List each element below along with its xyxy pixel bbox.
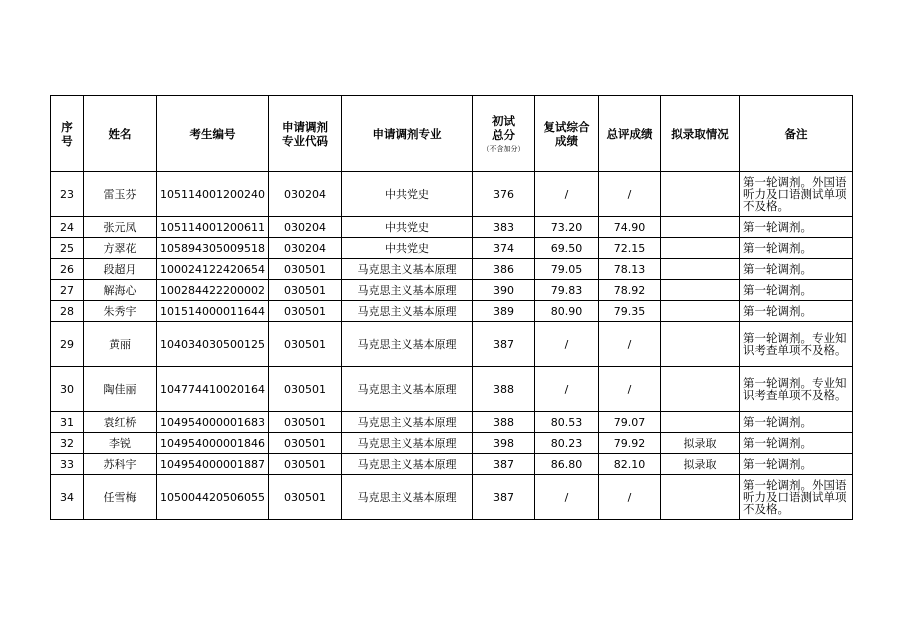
cell-major: 马克思主义基本原理 <box>342 367 473 412</box>
cell-total: / <box>599 475 661 520</box>
cell-exam-no: 105004420506055 <box>157 475 269 520</box>
cell-name: 陶佳丽 <box>84 367 157 412</box>
cell-prelim: 390 <box>473 280 535 301</box>
cell-major: 马克思主义基本原理 <box>342 301 473 322</box>
table-row <box>51 367 853 412</box>
table-row <box>51 301 853 322</box>
cell-admit <box>661 412 740 433</box>
cell-seq: 29 <box>51 322 84 367</box>
header-total: 总评成绩 <box>599 96 661 172</box>
cell-name: 李锐 <box>84 433 157 454</box>
cell-total: / <box>599 322 661 367</box>
cell-seq: 34 <box>51 475 84 520</box>
cell-seq: 24 <box>51 217 84 238</box>
cell-prelim: 376 <box>473 172 535 217</box>
cell-name: 袁红桥 <box>84 412 157 433</box>
cell-exam-no: 101514000011644 <box>157 301 269 322</box>
cell-major-code: 030204 <box>269 238 342 259</box>
admission-table <box>50 95 853 520</box>
cell-remark: 第一轮调剂。 <box>740 301 853 322</box>
cell-remark: 第一轮调剂。外国语听力及口语测试单项不及格。 <box>740 172 853 217</box>
table-row <box>51 322 853 367</box>
cell-admit <box>661 280 740 301</box>
cell-exam-no: 100024122420654 <box>157 259 269 280</box>
header-retest: 复试综合成绩 <box>535 96 599 172</box>
cell-retest: / <box>535 322 599 367</box>
cell-retest: 80.90 <box>535 301 599 322</box>
cell-exam-no: 105894305009518 <box>157 238 269 259</box>
cell-seq: 30 <box>51 367 84 412</box>
table-row <box>51 172 853 217</box>
header-prelim: 初试总分 （不含加分） <box>473 96 535 172</box>
cell-retest: 79.83 <box>535 280 599 301</box>
cell-admit: 拟录取 <box>661 454 740 475</box>
cell-seq: 28 <box>51 301 84 322</box>
cell-total: 79.35 <box>599 301 661 322</box>
cell-major-code: 030501 <box>269 322 342 367</box>
cell-prelim: 388 <box>473 367 535 412</box>
cell-name: 张元凤 <box>84 217 157 238</box>
cell-name: 雷玉芬 <box>84 172 157 217</box>
cell-name: 朱秀宇 <box>84 301 157 322</box>
cell-prelim: 387 <box>473 475 535 520</box>
cell-exam-no: 104954000001887 <box>157 454 269 475</box>
cell-total: / <box>599 172 661 217</box>
cell-major-code: 030501 <box>269 367 342 412</box>
cell-remark: 第一轮调剂。 <box>740 259 853 280</box>
table-row <box>51 454 853 475</box>
cell-remark: 第一轮调剂。 <box>740 217 853 238</box>
table-row <box>51 238 853 259</box>
cell-major-code: 030204 <box>269 217 342 238</box>
table-row <box>51 412 853 433</box>
cell-seq: 25 <box>51 238 84 259</box>
cell-exam-no: 104774410020164 <box>157 367 269 412</box>
header-major: 申请调剂专业 <box>342 96 473 172</box>
cell-admit <box>661 259 740 280</box>
cell-retest: / <box>535 475 599 520</box>
cell-name: 方翠花 <box>84 238 157 259</box>
cell-seq: 32 <box>51 433 84 454</box>
header-admit: 拟录取情况 <box>661 96 740 172</box>
cell-major-code: 030501 <box>269 301 342 322</box>
cell-exam-no: 105114001200240 <box>157 172 269 217</box>
cell-remark: 第一轮调剂。 <box>740 454 853 475</box>
cell-exam-no: 105114001200611 <box>157 217 269 238</box>
cell-total: / <box>599 367 661 412</box>
cell-admit <box>661 475 740 520</box>
cell-admit <box>661 367 740 412</box>
cell-major-code: 030501 <box>269 454 342 475</box>
cell-major: 马克思主义基本原理 <box>342 454 473 475</box>
cell-exam-no: 104954000001683 <box>157 412 269 433</box>
cell-retest: 79.05 <box>535 259 599 280</box>
cell-major: 马克思主义基本原理 <box>342 475 473 520</box>
cell-remark: 第一轮调剂。 <box>740 280 853 301</box>
table-body <box>51 172 853 520</box>
header-prelim-note: （不含加分） <box>482 144 525 153</box>
cell-retest: 80.23 <box>535 433 599 454</box>
cell-major: 中共党史 <box>342 238 473 259</box>
cell-seq: 23 <box>51 172 84 217</box>
header-exam-no: 考生编号 <box>157 96 269 172</box>
cell-major: 马克思主义基本原理 <box>342 280 473 301</box>
table-row <box>51 433 853 454</box>
cell-prelim: 387 <box>473 322 535 367</box>
cell-name: 任雪梅 <box>84 475 157 520</box>
cell-remark: 第一轮调剂。专业知识考查单项不及格。 <box>740 322 853 367</box>
cell-major: 中共党史 <box>342 172 473 217</box>
cell-retest: 73.20 <box>535 217 599 238</box>
header-name: 姓名 <box>84 96 157 172</box>
cell-major: 马克思主义基本原理 <box>342 412 473 433</box>
cell-seq: 33 <box>51 454 84 475</box>
cell-total: 79.07 <box>599 412 661 433</box>
cell-exam-no: 104034030500125 <box>157 322 269 367</box>
cell-seq: 27 <box>51 280 84 301</box>
cell-major-code: 030501 <box>269 280 342 301</box>
cell-prelim: 388 <box>473 412 535 433</box>
cell-prelim: 383 <box>473 217 535 238</box>
cell-exam-no: 104954000001846 <box>157 433 269 454</box>
cell-prelim: 387 <box>473 454 535 475</box>
cell-admit <box>661 301 740 322</box>
cell-remark: 第一轮调剂。专业知识考查单项不及格。 <box>740 367 853 412</box>
cell-major-code: 030204 <box>269 172 342 217</box>
cell-major-code: 030501 <box>269 412 342 433</box>
table-row <box>51 475 853 520</box>
cell-major: 中共党史 <box>342 217 473 238</box>
cell-major-code: 030501 <box>269 259 342 280</box>
cell-exam-no: 100284422200002 <box>157 280 269 301</box>
cell-prelim: 389 <box>473 301 535 322</box>
cell-total: 78.13 <box>599 259 661 280</box>
cell-retest: / <box>535 172 599 217</box>
cell-retest: 80.53 <box>535 412 599 433</box>
cell-major: 马克思主义基本原理 <box>342 433 473 454</box>
cell-remark: 第一轮调剂。 <box>740 433 853 454</box>
cell-prelim: 374 <box>473 238 535 259</box>
table-row <box>51 280 853 301</box>
cell-total: 72.15 <box>599 238 661 259</box>
cell-prelim: 386 <box>473 259 535 280</box>
cell-remark: 第一轮调剂。 <box>740 238 853 259</box>
table-row <box>51 217 853 238</box>
table-row <box>51 259 853 280</box>
cell-total: 82.10 <box>599 454 661 475</box>
cell-major-code: 030501 <box>269 433 342 454</box>
header-major-code: 申请调剂专业代码 <box>269 96 342 172</box>
cell-remark: 第一轮调剂。 <box>740 412 853 433</box>
cell-seq: 26 <box>51 259 84 280</box>
header-remark: 备注 <box>740 96 853 172</box>
cell-admit <box>661 172 740 217</box>
cell-major: 马克思主义基本原理 <box>342 322 473 367</box>
cell-total: 79.92 <box>599 433 661 454</box>
cell-name: 解海心 <box>84 280 157 301</box>
cell-total: 78.92 <box>599 280 661 301</box>
cell-major: 马克思主义基本原理 <box>342 259 473 280</box>
cell-seq: 31 <box>51 412 84 433</box>
cell-admit: 拟录取 <box>661 433 740 454</box>
header-seq: 序号 <box>51 96 84 172</box>
cell-retest: 69.50 <box>535 238 599 259</box>
cell-admit <box>661 238 740 259</box>
cell-remark: 第一轮调剂。外国语听力及口语测试单项不及格。 <box>740 475 853 520</box>
header-row <box>51 96 853 172</box>
cell-total: 74.90 <box>599 217 661 238</box>
cell-retest: 86.80 <box>535 454 599 475</box>
cell-major-code: 030501 <box>269 475 342 520</box>
cell-prelim: 398 <box>473 433 535 454</box>
cell-admit <box>661 322 740 367</box>
cell-name: 黄丽 <box>84 322 157 367</box>
cell-admit <box>661 217 740 238</box>
cell-name: 苏科宇 <box>84 454 157 475</box>
cell-retest: / <box>535 367 599 412</box>
cell-name: 段超月 <box>84 259 157 280</box>
